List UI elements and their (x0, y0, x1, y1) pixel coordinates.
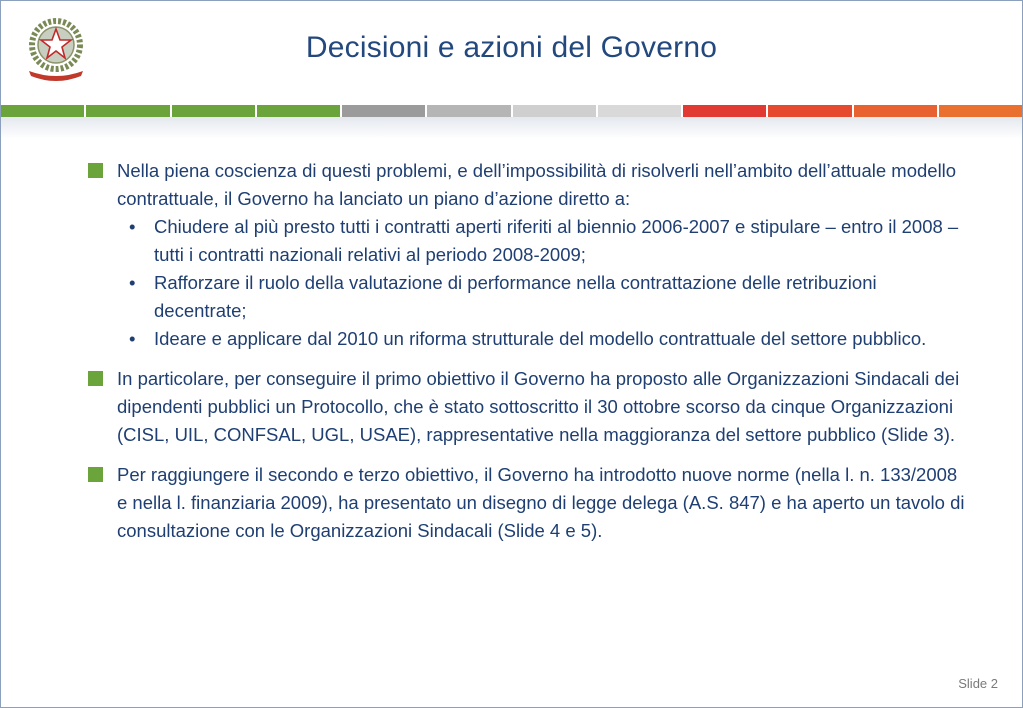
green-square-bullet-icon (88, 163, 103, 178)
color-stripe (1, 105, 1022, 117)
list-item-text: Rafforzare il ruolo della valutazione di performance nella contrattazione delle retribuzioni decentrate; (154, 272, 877, 321)
list-item (117, 325, 965, 353)
paragraph-text: Nella piena coscienza di questi problemi, e dell’impossibilità di risolverli nell’ambito dell’attuale modello contrattuale, il Governo ha lanciato un piano d’azione diretto a: (117, 160, 957, 209)
stripe-segment (513, 105, 596, 117)
green-square-bullet-icon (88, 467, 103, 482)
paragraph-1 (85, 157, 965, 353)
stripe-segment (598, 105, 681, 117)
paragraph-2 (85, 365, 965, 449)
stripe-segment (427, 105, 510, 117)
header (1, 1, 1022, 105)
stripe-segment (683, 105, 766, 117)
stripe-segment (939, 105, 1022, 117)
stripe-segment (854, 105, 937, 117)
green-square-bullet-icon (88, 371, 103, 386)
slide-number: Slide 2 (958, 676, 998, 691)
paragraph-3 (85, 461, 965, 545)
header-shadow (1, 117, 1022, 139)
bullet-dot-icon: • (129, 272, 136, 293)
bullet-dot-icon: • (129, 328, 136, 349)
stripe-segment (342, 105, 425, 117)
list-item (117, 213, 965, 269)
stripe-segment (172, 105, 255, 117)
slide-content (85, 157, 965, 557)
bullet-dot-icon: • (129, 216, 136, 237)
stripe-segment (86, 105, 169, 117)
stripe-segment (257, 105, 340, 117)
sub-bullet-list (117, 213, 965, 353)
stripe-segment (1, 105, 84, 117)
list-item-text: Ideare e applicare dal 2010 un riforma strutturale del modello contrattuale del settore pubblico. (154, 328, 927, 349)
list-item-text: Chiudere al più presto tutti i contratti aperti riferiti al biennio 2006-2007 e stipulare – entro il 2008 – tutti i contratti nazionali relativi al periodo 2008-2009; (154, 216, 959, 265)
stripe-segment (768, 105, 851, 117)
paragraph-text: In particolare, per conseguire il primo obiettivo il Governo ha proposto alle Organizzazioni Sindacali dei dipendenti pubblici un Protocollo, che è stato sottoscritto il 30 ottobre scorso da cinque Organizzazioni (CISL, UIL, CONFSAL, UGL, USAE), rappresentative nella maggioranza del settore pubblico (Slide 3). (117, 368, 960, 445)
slide-title: Decisioni e azioni del Governo (305, 31, 718, 64)
paragraph-text: Per raggiungere il secondo e terzo obiettivo, il Governo ha introdotto nuove norme (nella l. n. 133/2008 e nella l. finanziaria 2009), ha presentato un disegno di legge delega (A.S. 847) e ha aperto un tavolo di consultazione con le Organizzazioni Sindacali (Slide 4 e 5). (117, 464, 965, 541)
list-item (117, 269, 965, 325)
